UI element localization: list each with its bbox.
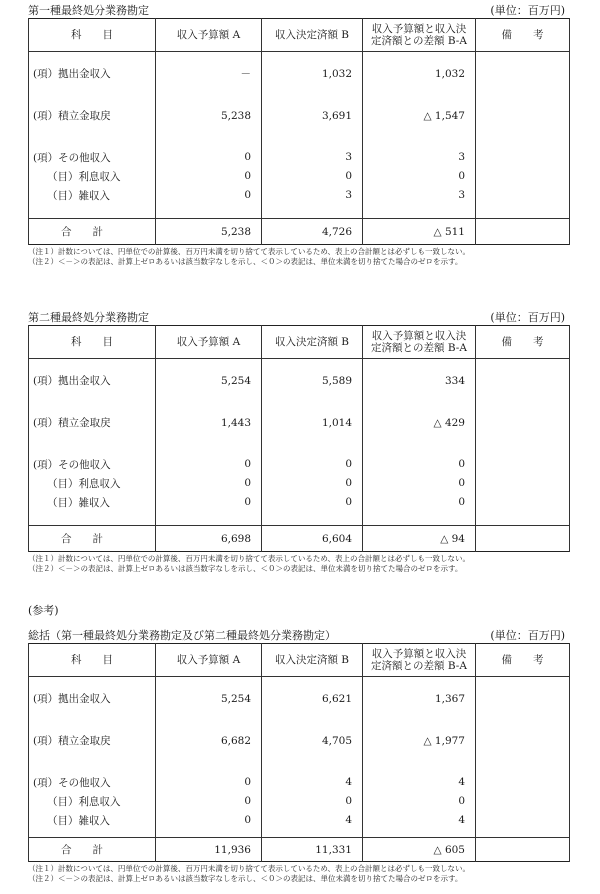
row-difference: △ 1,977 — [363, 731, 476, 751]
row-name: （目）利息収入 — [29, 167, 156, 186]
row-budget: 0 — [156, 811, 262, 830]
row-budget: － — [156, 64, 262, 84]
footnotes — [28, 554, 569, 574]
row-remarks — [476, 148, 570, 167]
row-budget: 0 — [156, 455, 262, 474]
row-difference: △ 1,547 — [363, 106, 476, 126]
row-budget: 0 — [156, 186, 262, 205]
footnote-1: （注１）計数については、円単位での計算後、百万円未満を切り捨てて表示しているため、表上の合計額とは必ずしも一致しない。 — [28, 247, 471, 256]
row-name: （目）雑収入 — [29, 811, 156, 830]
row-remarks — [476, 167, 570, 186]
header-difference-line2: 定済額との差額 B-A — [371, 342, 467, 354]
row-decided: 3,691 — [262, 106, 363, 126]
header-remarks: 備 考 — [476, 644, 570, 677]
total-row — [29, 526, 570, 552]
total-decided: 6,604 — [262, 526, 363, 552]
header-difference-line1: 収入予算額と収入決 — [371, 23, 467, 35]
row-budget: 5,254 — [156, 371, 262, 391]
row-remarks — [476, 413, 570, 433]
row-name: (項）その他収入 — [29, 773, 156, 792]
row-budget: 0 — [156, 148, 262, 167]
row-name: (項）積立金取戻 — [29, 106, 156, 126]
row-name: （目）雑収入 — [29, 493, 156, 512]
row-name: (項）その他収入 — [29, 148, 156, 167]
section-title: 総括（第一種最終処分業務勘定及び第二種最終処分業務勘定） — [28, 629, 336, 642]
total-difference: △ 511 — [363, 219, 476, 245]
row-decided: 5,589 — [262, 371, 363, 391]
row-name: (項）その他収入 — [29, 455, 156, 474]
section-summary — [28, 604, 569, 884]
row-remarks — [476, 792, 570, 811]
row-remarks — [476, 455, 570, 474]
row-difference: 3 — [363, 148, 476, 167]
header-budget: 収入予算額 A — [156, 326, 262, 359]
row-budget: 0 — [156, 493, 262, 512]
header-budget: 収入予算額 A — [156, 644, 262, 677]
header-row — [29, 19, 570, 52]
row-budget: 0 — [156, 167, 262, 186]
row-decided: 1,014 — [262, 413, 363, 433]
row-name: (項）拠出金収入 — [29, 689, 156, 709]
section-title-line — [28, 310, 569, 325]
row-remarks — [476, 186, 570, 205]
row-difference: 334 — [363, 371, 476, 391]
row-remarks — [476, 773, 570, 792]
header-subject: 科 目 — [29, 19, 156, 52]
total-row — [29, 219, 570, 245]
budget-table — [28, 325, 570, 552]
row-difference: 4 — [363, 773, 476, 792]
row-decided: 4 — [262, 773, 363, 792]
header-subject: 科 目 — [29, 326, 156, 359]
budget-table — [28, 643, 570, 862]
table-row — [29, 371, 570, 391]
table-row — [29, 731, 570, 751]
row-difference: 0 — [363, 167, 476, 186]
row-decided: 4 — [262, 811, 363, 830]
row-difference: 4 — [363, 811, 476, 830]
table-row — [29, 792, 570, 811]
total-label: 合 計 — [29, 838, 156, 862]
header-difference-line1: 収入予算額と収入決 — [371, 648, 467, 660]
header-budget: 収入予算額 A — [156, 19, 262, 52]
row-difference: 0 — [363, 474, 476, 493]
row-budget: 0 — [156, 792, 262, 811]
row-difference: 1,032 — [363, 64, 476, 84]
row-difference: 0 — [363, 792, 476, 811]
table-row — [29, 167, 570, 186]
row-name: (項）積立金取戻 — [29, 413, 156, 433]
row-difference: △ 429 — [363, 413, 476, 433]
row-name: (項）拠出金収入 — [29, 371, 156, 391]
table-row — [29, 811, 570, 830]
row-budget: 1,443 — [156, 413, 262, 433]
row-budget: 6,682 — [156, 731, 262, 751]
unit-label: (単位：百万円) — [490, 4, 565, 17]
section-title-line — [28, 628, 569, 643]
row-remarks — [476, 106, 570, 126]
total-decided: 4,726 — [262, 219, 363, 245]
total-remarks — [476, 838, 570, 862]
header-difference-line1: 収入予算額と収入決 — [371, 330, 467, 342]
section-2 — [28, 310, 569, 574]
header-decided: 収入決定済額 B — [262, 644, 363, 677]
table-row — [29, 106, 570, 126]
row-budget: 5,238 — [156, 106, 262, 126]
row-remarks — [476, 689, 570, 709]
header-row — [29, 644, 570, 677]
reference-label: (参考) — [28, 604, 59, 617]
header-difference — [363, 326, 476, 359]
table-row — [29, 773, 570, 792]
footnote-1: （注１）計数については、円単位での計算後、百万円未満を切り捨てて表示しているため、表上の合計額とは必ずしも一致しない。 — [28, 864, 471, 873]
total-label: 合 計 — [29, 219, 156, 245]
row-budget: 0 — [156, 474, 262, 493]
total-difference: △ 605 — [363, 838, 476, 862]
table-row — [29, 413, 570, 433]
total-row — [29, 838, 570, 862]
row-difference: 0 — [363, 455, 476, 474]
row-remarks — [476, 493, 570, 512]
header-decided: 収入決定済額 B — [262, 326, 363, 359]
table-row — [29, 148, 570, 167]
header-remarks: 備 考 — [476, 326, 570, 359]
row-remarks — [476, 64, 570, 84]
header-decided: 収入決定済額 B — [262, 19, 363, 52]
row-decided: 3 — [262, 148, 363, 167]
table-row — [29, 474, 570, 493]
section-1 — [28, 3, 569, 267]
total-label: 合 計 — [29, 526, 156, 552]
row-decided: 0 — [262, 493, 363, 512]
row-difference: 3 — [363, 186, 476, 205]
total-difference: △ 94 — [363, 526, 476, 552]
row-remarks — [476, 811, 570, 830]
row-decided: 3 — [262, 186, 363, 205]
total-budget: 11,936 — [156, 838, 262, 862]
row-remarks — [476, 731, 570, 751]
total-remarks — [476, 219, 570, 245]
section-title: 第一種最終処分業務勘定 — [28, 4, 149, 17]
row-name: (項）積立金取戻 — [29, 731, 156, 751]
row-decided: 6,621 — [262, 689, 363, 709]
table-row — [29, 64, 570, 84]
header-row — [29, 326, 570, 359]
header-difference — [363, 19, 476, 52]
row-name: （目）利息収入 — [29, 792, 156, 811]
row-decided: 0 — [262, 792, 363, 811]
section-title: 第二種最終処分業務勘定 — [28, 311, 149, 324]
row-remarks — [476, 474, 570, 493]
row-decided: 0 — [262, 167, 363, 186]
header-subject: 科 目 — [29, 644, 156, 677]
footnotes — [28, 247, 569, 267]
footnotes — [28, 864, 569, 884]
footnote-2: （注２）＜－＞の表記は、計算上ゼロあるいは該当数字なしを示し、＜０＞の表記は、単位未満を切り捨てた場合のゼロを示す。 — [28, 874, 463, 883]
header-difference-line2: 定済額との差額 B-A — [371, 35, 467, 47]
row-remarks — [476, 371, 570, 391]
row-name: （目）利息収入 — [29, 474, 156, 493]
row-decided: 0 — [262, 455, 363, 474]
footnote-2: （注２）＜－＞の表記は、計算上ゼロあるいは該当数字なしを示し、＜０＞の表記は、単位未満を切り捨てた場合のゼロを示す。 — [28, 257, 463, 266]
header-remarks: 備 考 — [476, 19, 570, 52]
total-budget: 6,698 — [156, 526, 262, 552]
footnote-1: （注１）計数については、円単位での計算後、百万円未満を切り捨てて表示しているため、表上の合計額とは必ずしも一致しない。 — [28, 554, 471, 563]
row-budget: 0 — [156, 773, 262, 792]
footnote-2: （注２）＜－＞の表記は、計算上ゼロあるいは該当数字なしを示し、＜０＞の表記は、単位未満を切り捨てた場合のゼロを示す。 — [28, 564, 463, 573]
total-remarks — [476, 526, 570, 552]
header-difference-line2: 定済額との差額 B-A — [371, 660, 467, 672]
unit-label: (単位：百万円) — [490, 629, 565, 642]
unit-label: (単位：百万円) — [490, 311, 565, 324]
total-budget: 5,238 — [156, 219, 262, 245]
row-decided: 1,032 — [262, 64, 363, 84]
header-difference — [363, 644, 476, 677]
row-decided: 0 — [262, 474, 363, 493]
total-decided: 11,331 — [262, 838, 363, 862]
section-title-line — [28, 3, 569, 18]
row-budget: 5,254 — [156, 689, 262, 709]
row-name: (項）拠出金収入 — [29, 64, 156, 84]
table-row — [29, 689, 570, 709]
row-name: （目）雑収入 — [29, 186, 156, 205]
row-difference: 0 — [363, 493, 476, 512]
row-difference: 1,367 — [363, 689, 476, 709]
table-row — [29, 493, 570, 512]
budget-table — [28, 18, 570, 245]
table-row — [29, 186, 570, 205]
row-decided: 4,705 — [262, 731, 363, 751]
table-row — [29, 455, 570, 474]
